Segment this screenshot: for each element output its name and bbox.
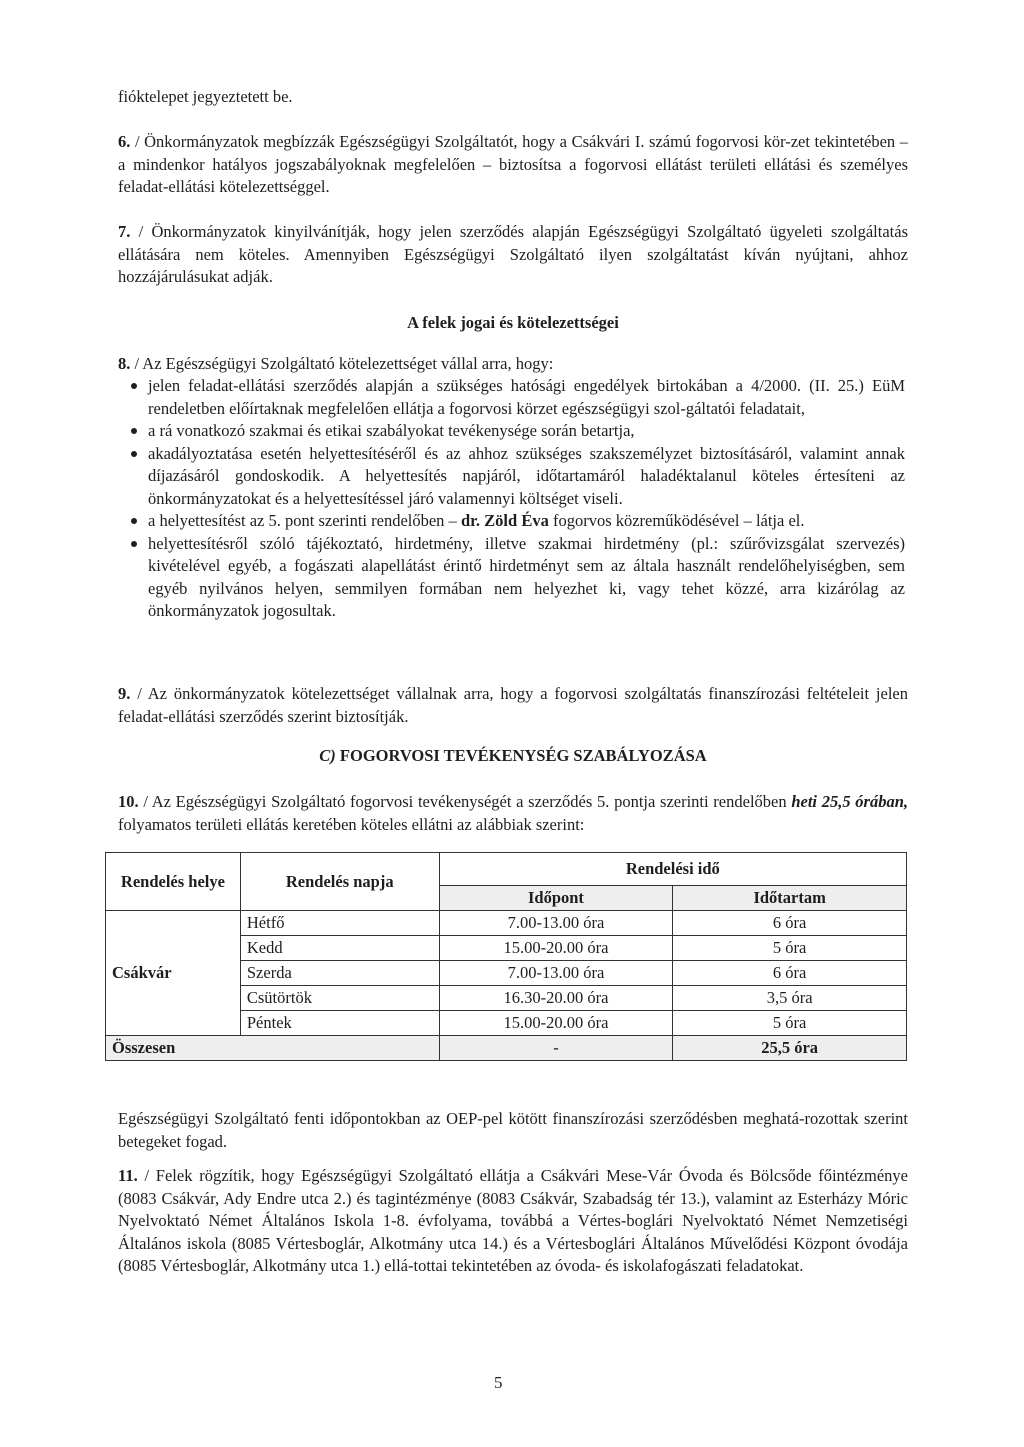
- cell-slot: 7.00-13.00 óra: [439, 961, 673, 986]
- bullet-icon: [131, 428, 137, 434]
- list-item: jelen feladat-ellátási szerződés alapján a szükséges hatósági engedélyek birtokában a 4/2000. (II. 25.) EüM rendeletben előírtaknak megfelelően ellátja a fogorvosi körzet egészségügyi szol-gáltatói feladatait,: [148, 375, 905, 420]
- section-letter: C): [319, 746, 336, 765]
- cell-duration: 3,5 óra: [673, 986, 907, 1011]
- paragraph-6-number: 6.: [118, 132, 131, 151]
- bullet-icon: [131, 451, 137, 457]
- obligations-list: [148, 375, 905, 623]
- header-day: Rendelés napja: [240, 853, 439, 911]
- after-table-note: Egészségügyi Szolgáltató fenti időpontokban az OEP-pel kötött finanszírozási szerződésben meghatá-rozottak szerint betegeket fogad.: [118, 1109, 908, 1151]
- cell-day: Péntek: [240, 1011, 439, 1036]
- schedule-table: [105, 852, 907, 1061]
- list-item: a rá vonatkozó szakmai és etikai szabályokat tevékenysége során betartja,: [148, 420, 905, 443]
- paragraph-10-number: 10.: [118, 792, 139, 811]
- dentist-name: dr. Zöld Éva: [460, 511, 549, 530]
- table-header-row: [106, 853, 907, 886]
- table-total-row: [106, 1036, 907, 1061]
- header-place: Rendelés helye: [106, 853, 241, 911]
- paragraph-10: 10. / Az Egészségügyi Szolgáltató fogorvosi tevékenységét a szerződés 5. pontja szerinti rendelőben heti 25,5 órában, folyamatos területi ellátás keretében köteles ellátni az alábbiak szerint:: [118, 792, 909, 834]
- cell-slot: 15.00-20.00 óra: [439, 936, 673, 961]
- paragraph-8-number: 8.: [118, 354, 131, 373]
- total-slot: -: [439, 1036, 673, 1061]
- cell-duration: 5 óra: [673, 1011, 907, 1036]
- intro-line: fióktelepet jegyeztetett be.: [118, 87, 293, 106]
- paragraph-6-text: / Önkormányzatok megbízzák Egészségügyi Szolgáltatót, hogy a Csákvári I. számú fogorvosi kör-zet tekintetében – a mindenkor hatályos jogszabályoknak megfelelően – biztosítsa a fogorvosi ellátást területi ellátási és személyes feladat-ellátási kötelezettséggel.: [118, 132, 908, 196]
- page-number: 5: [494, 1373, 503, 1392]
- paragraph-6: [118, 131, 908, 199]
- cell-day: Kedd: [240, 936, 439, 961]
- paragraph-8-text: / Az Egészségügyi Szolgáltató kötelezettséget vállal arra, hogy:: [130, 354, 554, 373]
- section-title: FOGORVOSI TEVÉKENYSÉG SZABÁLYOZÁSA: [339, 746, 707, 765]
- table-row: [106, 911, 907, 936]
- paragraph-9-text: / Az önkormányzatok kötelezettséget vállalnak arra, hogy a fogorvosi szolgáltatás finanszírozási feltételeit jelen feladat-ellátási szerződés szerint biztosítják.: [118, 684, 908, 726]
- header-slot: Időpont: [439, 886, 673, 911]
- bullet-icon: [131, 518, 137, 524]
- cell-slot: 15.00-20.00 óra: [439, 1011, 673, 1036]
- cell-day: Csütörtök: [240, 986, 439, 1011]
- cell-duration: 6 óra: [673, 911, 907, 936]
- cell-day: Hétfő: [240, 911, 439, 936]
- paragraph-11-number: 11.: [118, 1166, 138, 1185]
- header-duration: Időtartam: [673, 886, 907, 911]
- paragraph-9-number: 9.: [118, 684, 131, 703]
- section-heading-rights: A felek jogai és kötelezettségei: [407, 313, 619, 332]
- cell-day: Szerda: [240, 961, 439, 986]
- section-heading-c: [118, 746, 908, 766]
- bullet-icon: [131, 383, 137, 389]
- cell-slot: 7.00-13.00 óra: [439, 911, 673, 936]
- total-label: Összesen: [106, 1036, 440, 1061]
- paragraph-11: [118, 1165, 908, 1278]
- cell-slot: 16.30-20.00 óra: [439, 986, 673, 1011]
- list-item: helyettesítésről szóló tájékoztató, hirdetmény, illetve szakmai hirdetmény (pl.: szűrővizsgálat szervezés) kivételével egyéb, a fogászati alapellátást érintő hirdetményt sem az általa használt rendelőhelyiségben, sem egyéb nyilvános helyen, semmilyen formában nem helyezhet ki, vagy tehet közzé, arra kizárólag az önkormányzatok jogosultak.: [148, 533, 905, 623]
- paragraph-7-number: 7.: [118, 222, 131, 241]
- paragraph-8: [118, 353, 908, 376]
- cell-duration: 5 óra: [673, 936, 907, 961]
- header-time: Rendelési idő: [439, 853, 906, 886]
- total-duration: 25,5 óra: [673, 1036, 907, 1061]
- paragraph-7: [118, 221, 908, 289]
- list-item: akadályoztatása esetén helyettesítéséről és az ahhoz szükséges szakszemélyzet biztosításáról, valamint annak díjazásáról gondoskodik. A helyettesítés napjáról, időtartamáról haladéktalanul köteles értesíteni az önkormányzatokat és a helyettesítéssel járó valamennyi költséget viseli.: [148, 443, 905, 511]
- weekly-hours: heti 25,5 órában,: [791, 792, 909, 811]
- list-item: a helyettesítést az 5. pont szerinti rendelőben – dr. Zöld Éva fogorvos közreműködésével – látja el.: [148, 510, 905, 533]
- cell-duration: 6 óra: [673, 961, 907, 986]
- paragraph-9: [118, 683, 908, 728]
- cell-place: Csákvár: [106, 911, 241, 1036]
- paragraph-7-text: / Önkormányzatok kinyilvánítják, hogy jelen szerződés alapján Egészségügyi Szolgáltató ügyeleti szolgáltatás ellátására nem köteles. Amennyiben Egészségügyi Szolgáltató ilyen szolgáltatást kíván nyújtani, ahhoz hozzájárulásukat adják.: [118, 222, 908, 286]
- bullet-icon: [131, 541, 137, 547]
- paragraph-11-text: / Felek rögzítik, hogy Egészségügyi Szolgáltató ellátja a Csákvári Mese-Vár Óvoda és Bölcsőde főintézménye (8083 Csákvár, Ady Endre utca 2.) és tagintézménye (8083 Csákvár, Szabadság tér 13.), valamint az Esterházy Móric Nyelvoktató Német Általános Iskola 1-8. évfolyama, továbbá a Vértes-boglári Nyelvoktató Német Nemzetiségi Általános iskola (8085 Vértesboglár, Alkotmány utca 14.) és a Vértesboglári Általános Művelődési Központ óvodája (8085 Vértesboglár, Alkotmány utca 1.) ellá-tottai tekintetében az óvoda- és iskolafogászati feladatokat.: [118, 1166, 908, 1275]
